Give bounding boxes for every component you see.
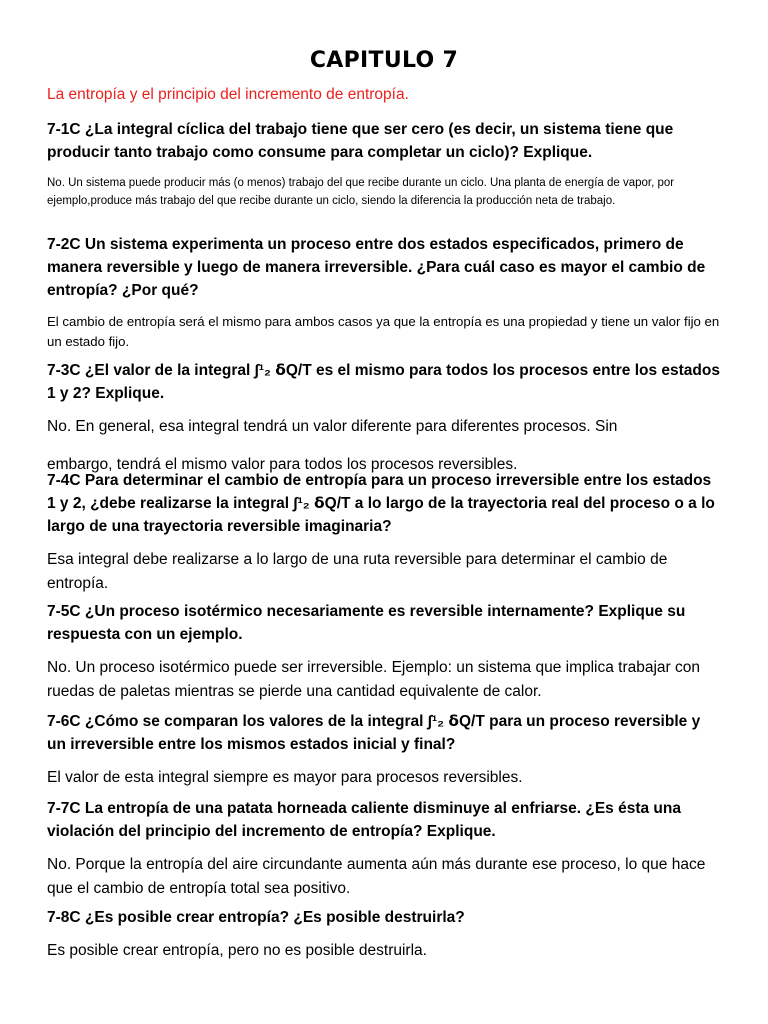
page-title: CAPITULO 7 xyxy=(309,48,459,73)
page-subtitle: La entropía y el principio del incremento de entropía. xyxy=(47,86,409,103)
answer-7-8c: Es posible crear entropía, pero no es posible destruirla. xyxy=(47,942,427,959)
qa-item-7-2c xyxy=(47,233,723,352)
answer-7-6c: El valor de esta integral siempre es mayor para procesos reversibles. xyxy=(47,769,523,786)
answer-7-1c: No. Un sistema puede producir más (o menos) trabajo del que recibe durante un ciclo. Una planta de energía de vapor, por ejemplo,produce más trabajo del que recibe durante un ciclo, siendo la diferencia la producción neta de trabajo. xyxy=(47,177,675,207)
answer-7-4c: Esa integral debe realizarse a lo largo de una ruta reversible para determinar el cambio de entropía. xyxy=(47,551,668,592)
question-7-1c: 7-1C ¿La integral cíclica del trabajo tiene que ser cero (es decir, un sistema tiene que producir tanto trabajo como consume para completar un ciclo)? Explique. xyxy=(47,121,674,161)
question-7-5c: 7-5C ¿Un proceso isotérmico necesariamente es reversible internamente? Explique su respuesta con un ejemplo. xyxy=(47,603,686,643)
answer-7-3c-part1: No. En general, esa integral tendrá un valor diferente para diferentes procesos. Sin xyxy=(47,418,618,435)
answer-7-5c: No. Un proceso isotérmico puede ser irreversible. Ejemplo: un sistema que implica trabajar con ruedas de paletas mientras se pierde una cantidad equivalente de calor. xyxy=(47,659,701,700)
qa-item-7-4c xyxy=(47,469,723,596)
question-7-3c: 7-3C ¿El valor de la integral ∫¹₂ ẟQ/T es el mismo para todos los procesos entre los estados 1 y 2? Explique. xyxy=(47,362,720,402)
question-7-4c: 7-4C Para determinar el cambio de entropía para un proceso irreversible entre los estados 1 y 2, ¿debe realizarse la integral ∫¹₂ ẟQ/T a lo largo de la trayectoria real del proceso o a lo largo de una trayectoria reversible imaginaria? xyxy=(47,472,715,535)
question-7-7c: 7-7C La entropía de una patata horneada caliente disminuye al enfriarse. ¿Es ésta una violación del principio del incremento de entropía? Explique. xyxy=(47,800,681,840)
qa-item-7-1c xyxy=(47,118,723,210)
qa-item-7-3c xyxy=(47,359,723,477)
answer-7-3c-part2: embargo, tendrá el mismo valor para todos los procesos reversibles. xyxy=(47,456,518,473)
qa-item-7-5c xyxy=(47,600,723,704)
answer-7-2c: El cambio de entropía será el mismo para ambos casos ya que la entropía es una propiedad y tiene un valor fijo en un estado fijo. xyxy=(47,314,720,349)
qa-item-7-6c xyxy=(47,710,723,790)
qa-item-7-8c xyxy=(47,906,723,963)
question-7-6c: 7-6C ¿Cómo se comparan los valores de la integral ∫¹₂ ẟQ/T para un proceso reversible y un irreversible entre los mismos estados inicial y final? xyxy=(47,713,701,753)
qa-item-7-7c xyxy=(47,797,723,901)
question-7-2c: 7-2C Un sistema experimenta un proceso entre dos estados especificados, primero de manera reversible y luego de manera irreversible. ¿Para cuál caso es mayor el cambio de entropía? ¿Por qué? xyxy=(47,236,706,299)
answer-7-7c: No. Porque la entropía del aire circundante aumenta aún más durante ese proceso, lo que hace que el cambio de entropía total sea positivo. xyxy=(47,856,706,897)
question-7-8c: 7-8C ¿Es posible crear entropía? ¿Es posible destruirla? xyxy=(47,909,465,926)
